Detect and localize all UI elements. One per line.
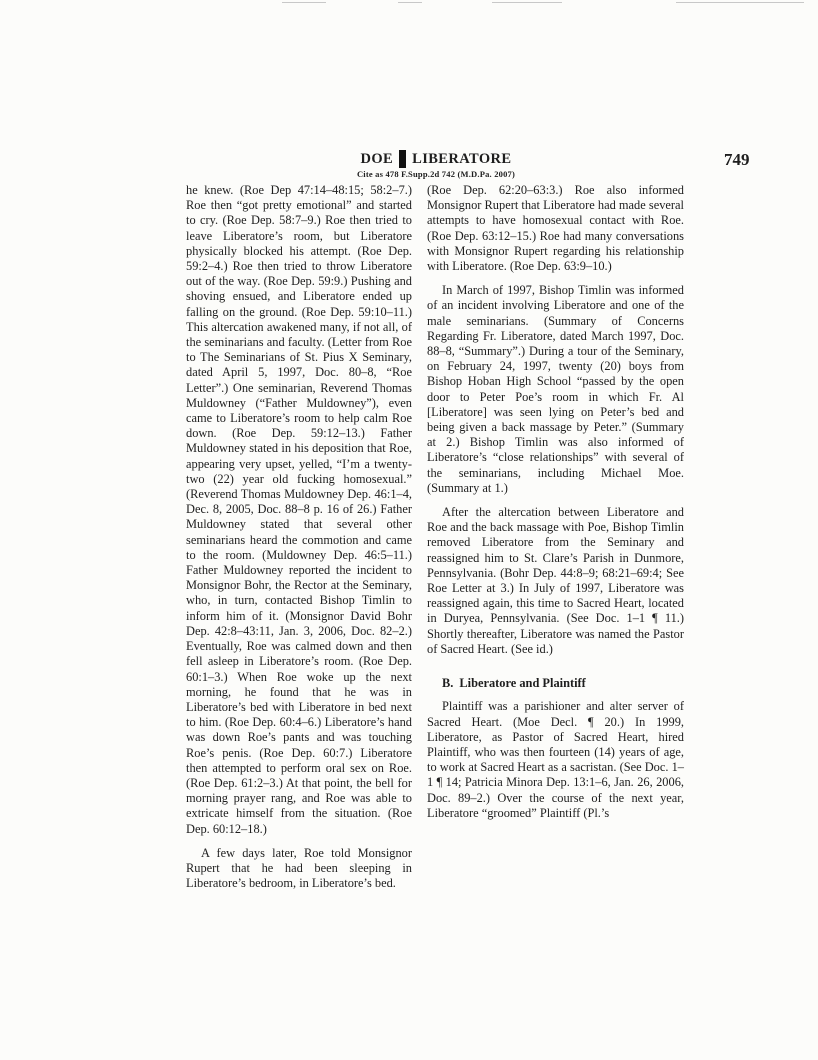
scan-artifact-rule xyxy=(398,2,422,3)
page-number: 749 xyxy=(724,150,750,169)
scan-artifact-rule xyxy=(676,2,804,3)
paragraph: he knew. (Roe Dep 47:14–48:15; 58:2–7.) Roe then “got pretty emotional” and started to cry. (Roe Dep. 58:7–9.) Roe then tried to leave Liberatore’s room, but Liberatore physically blocked his attempt. (Roe Dep. 59:2–4.) Roe then tried to throw Liberatore out of the way. (Roe Dep. 59:9.) Pushing and shoving ensued, and Liberatore ended up falling on the ground. (Roe Dep. 59:10–11.) This altercation awakened many, if not all, of the seminarians and faculty. (Letter from Roe to The Seminarians of St. Pius X Seminary, dated April 5, 1997, Doc. 80–8, “Roe Letter”.) One seminarian, Reverend Thomas Muldowney (“Father Muldowney”), even came to Liberatore’s room to help calm Roe down. (Roe Dep. 59:12–13.) Father Muldowney stated in his deposition that Roe, appearing very upset, yelled, “I’m a twenty-two (22) year old fucking homosexual.” (Reverend Thomas Muldowney Dep. 46:1–4, Dec. 8, 2005, Doc. 88–8 p. 16 of 26.) Father Muldowney stated that several other seminarians heard the commotion and came to the room. (Muldowney Dep. 46:5–11.) Father Muldowney reported the incident to Monsignor Bohr, the Rector at the Seminary, who, in turn, contacted Bishop Timlin to inform him of it. (Monsignor David Bohr Dep. 42:8–43:11, Jan. 3, 2006, Doc. 82–2.) Eventually, Roe was calmed down and then fell asleep in Liberatore’s room. (Roe Dep. 60:1–3.) When Roe woke up the next morning, he found that he was in Liberatore’s bed with Liberatore in bed next to him. (Roe Dep. 60:4–6.) Liberatore’s hand was down Roe’s pants and was touching Roe’s penis. (Roe Dep. 60:7.) Liberatore then attempted to perform oral sex on Roe. (Roe Dep. 61:2–3.) At that point, the bell for morning prayer rang, and Roe was able to extricate himself from the situation. (Roe Dep. 60:12–18.) xyxy=(186,183,412,836)
section-title: Liberatore and Plaintiff xyxy=(459,676,586,691)
paragraph: A few days later, Roe told Monsignor Rupert that he had been sleeping in Liberatore’s bedroom, in Liberatore’s bed. xyxy=(186,845,412,891)
scan-artifact-rule xyxy=(282,2,326,3)
case-caption xyxy=(186,150,686,168)
paragraph: In March of 1997, Bishop Timlin was informed of an incident involving Liberatore and one of the male seminarians. (Summary of Concerns Regarding Fr. Liberatore, dated March 1997, Doc. 88–8, “Summary”.) During a tour of the Seminary, on February 24, 1997, twenty (20) boys from Bishop Hoban High School “passed by the open door to Peter Poe’s room in which Fr. Al [Liberatore] was seen lying on Peter’s bed and being given a back massage by Peter.” (Summary at 2.) Bishop Timlin was also informed of Liberatore’s “close relationships” with several of the seminarians, including Michael Moe. (Summary at 1.) xyxy=(427,283,684,495)
right-column xyxy=(427,183,684,821)
paragraph: Plaintiff was a parishioner and alter server of Sacred Heart. (Moe Decl. ¶ 20.) In 1999, Liberatore, as Pastor of Sacred Heart, hired Plaintiff, who was then fourteen (14) years of age, to work at Sacred Heart as a sacristan. (See Doc. 1–1 ¶ 14; Patricia Minora Dep. 13:1–6, Jan. 26, 2006, Doc. 89–2.) Over the course of the next year, Liberatore “groomed” Plaintiff (Pl.’s xyxy=(427,699,684,820)
left-column xyxy=(186,183,412,891)
paragraph: After the altercation between Liberatore and Roe and the back massage with Poe, Bishop Timlin removed Liberatore from the Seminary and reassigned him to St. Clare’s Parish in Dunmore, Pennsylvania. (Bohr Dep. 44:8–9; 68:21–69:4; See Roe Letter at 3.) In July of 1997, Liberatore was reassigned again, this time to Sacred Heart, located in Duryea, Pennsylvania. (See Doc. 1–1 ¶ 11.) Shortly thereafter, Liberatore was named the Pastor of Sacred Heart. (See id.) xyxy=(427,505,684,656)
section-number: B. xyxy=(442,676,454,691)
citation-line: Cite as 478 F.Supp.2d 742 (M.D.Pa. 2007) xyxy=(356,169,516,179)
party-left: DOE xyxy=(360,150,394,167)
paragraph: (Roe Dep. 62:20–63:3.) Roe also informed Monsignor Rupert that Liberatore had made several attempts to have homosexual contact with Roe. (Roe Dep. 63:12–15.) Roe had many conversations with Monsignor Rupert regarding his relationship with Liberatore. (Roe Dep. 63:9–10.) xyxy=(427,183,684,274)
scan-artifact-rule xyxy=(492,2,562,3)
running-header xyxy=(186,150,686,179)
party-right: LIBERATORE xyxy=(412,150,512,167)
section-heading xyxy=(427,676,684,691)
redaction-mark xyxy=(399,150,406,168)
